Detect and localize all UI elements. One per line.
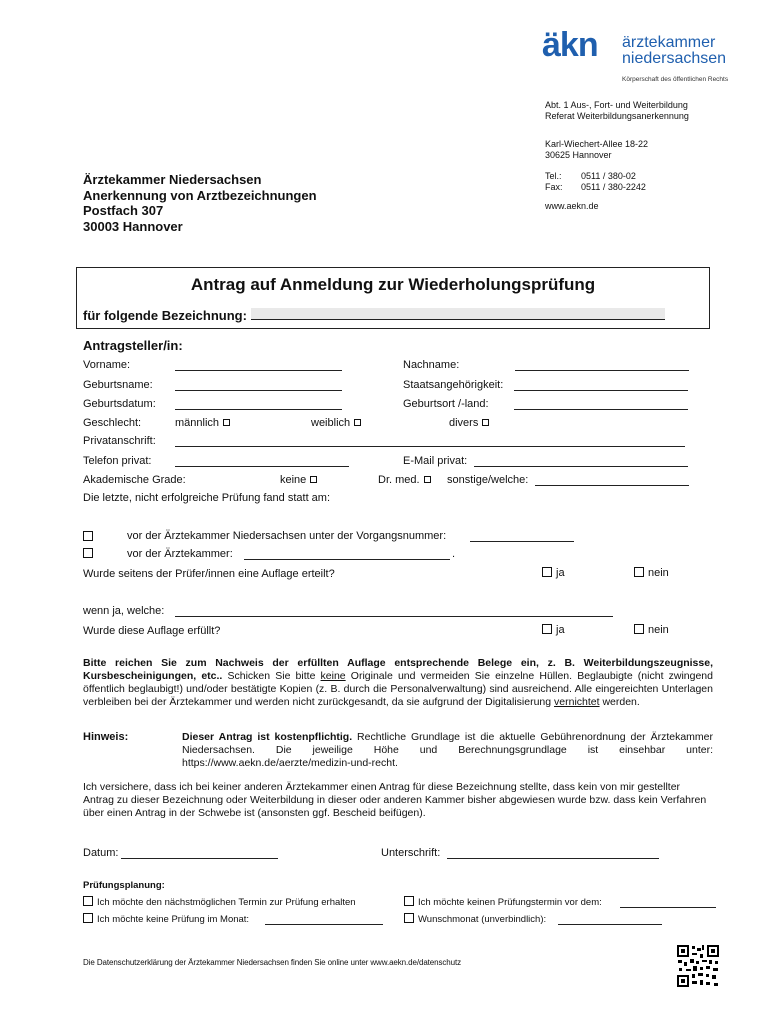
privatanschrift-field[interactable] — [175, 435, 685, 447]
planning-opt2-checkbox[interactable] — [404, 896, 414, 906]
geburtsdatum-label: Geburtsdatum: — [83, 398, 156, 410]
auflage-nein-option[interactable] — [634, 567, 669, 579]
footer-privacy: Die Datenschutzerklärung der Ärztekammer Niedersachsen finden Sie online unter www.aekn.de/datenschutz — [83, 958, 462, 967]
opt-niedersachsen-label: vor der Ärztekammer Niedersachsen unter der Vorgangsnummer: — [127, 530, 447, 542]
welche-label: wenn ja, welche: — [83, 605, 165, 617]
sender-fax-value: 0511 / 380-2242 — [581, 182, 646, 192]
geburtsdatum-field[interactable] — [175, 398, 342, 410]
privatanschrift-label: Privatanschrift: — [83, 435, 156, 447]
planning-opt4[interactable] — [404, 913, 546, 925]
welche-field[interactable] — [175, 605, 613, 617]
geburtsname-label: Geburtsname: — [83, 379, 153, 391]
planning-opt1-checkbox[interactable] — [83, 896, 93, 906]
designation-label: für folgende Bezeichnung: — [83, 308, 247, 323]
hinweis-label: Hinweis: — [83, 731, 129, 743]
datum-label: Datum: — [83, 847, 119, 859]
notice-text1: Schicken Sie bitte — [222, 670, 321, 682]
auflage-nein-checkbox[interactable] — [634, 567, 644, 577]
maennlich-label: männlich — [175, 417, 220, 429]
email-label: E-Mail privat: — [403, 455, 468, 467]
title-box — [76, 267, 710, 329]
sender-dept-line2: Referat Weiterbildungsanerkennung — [545, 111, 689, 121]
erfuellt-nein-checkbox[interactable] — [634, 624, 644, 634]
auflage-ja-option[interactable] — [542, 567, 565, 579]
staatsangehoerigkeit-label: Staatsangehörigkeit: — [403, 379, 504, 391]
notice-text3: werden. — [599, 696, 640, 708]
notice-vernichtet: vernichtet — [554, 696, 600, 708]
address-line1: Ärztekammer Niedersachsen — [83, 172, 262, 187]
other-chamber-field[interactable] — [244, 548, 450, 560]
divers-label: divers — [449, 417, 479, 429]
notice-bold: Bitte reichen Sie zum Nachweis der erfüllten Auflage entsprechende Belege ein, z. B. Weiterbildungszeugnisse, Kursbescheinigungen, etc.. — [83, 657, 713, 682]
erfuellt-nein-option[interactable] — [634, 624, 669, 636]
sender-tel-value: 0511 / 380-02 — [581, 171, 636, 181]
planning-opt3-checkbox[interactable] — [83, 913, 93, 923]
sender-tel-label: Tel.: — [545, 171, 562, 181]
email-field[interactable] — [474, 455, 688, 467]
address-line4: 30003 Hannover — [83, 218, 183, 234]
maennlich-option[interactable] — [175, 417, 230, 429]
address-line3: Postfach 307 — [83, 203, 164, 218]
last-exam-label: Die letzte, nicht erfolgreiche Prüfung fand statt am: — [83, 492, 331, 504]
planning-opt4-checkbox[interactable] — [404, 913, 414, 923]
telefon-field[interactable] — [175, 455, 349, 467]
erfuellt-nein-label: nein — [648, 624, 669, 636]
sender-street: Karl-Wiechert-Allee 18-22 — [545, 139, 649, 149]
sonstige-field[interactable] — [535, 474, 689, 486]
hinweis-bold: Dieser Antrag ist kostenpflichtig. — [182, 731, 353, 743]
planning-opt2[interactable] — [404, 896, 602, 908]
planning-opt2-field[interactable] — [620, 896, 716, 908]
vorgangsnummer-field[interactable] — [470, 530, 574, 542]
logo-name-line2: niedersachsen — [622, 50, 727, 67]
designation-field[interactable] — [251, 308, 665, 320]
nachname-label: Nachname: — [403, 359, 460, 371]
planning-opt1[interactable] — [83, 896, 356, 908]
erfuellt-ja-label: ja — [556, 624, 565, 636]
opt-niedersachsen-checkbox[interactable] — [83, 531, 93, 541]
unterschrift-field[interactable] — [447, 847, 659, 859]
hinweis-body: Rechtliche Grundlage ist die aktuelle Gebührenordnung der Ärztekammer Niedersachsen. Die jeweilige Höhe und Berechnungsgrundlage ist einsehbar unter: https://www.aekn.de/aerzte/medizin-und-recht. — [182, 731, 714, 769]
notice-keine: keine — [320, 670, 346, 682]
logo-mark: äkn — [542, 26, 598, 64]
keine-option[interactable] — [280, 474, 317, 486]
logo — [542, 26, 742, 92]
declaration-paragraph: Ich versichere, dass ich bei keiner anderen Ärztekammer einen Antrag für diese Bezeichnung stellte, dass kein von mir gestellter Antrag zu dieser Bezeichnung oder Weiterbildung in dieser oder anderen Kammer bisher abgewiesen wurde bzw. dass kein Verfahren über einen Antrag in der Schwebe ist (ansonsten ggf. Bescheid beifügen). — [83, 781, 707, 819]
notice-paragraph — [83, 657, 713, 709]
weiblich-label: weiblich — [311, 417, 351, 429]
nachname-field[interactable] — [515, 359, 689, 371]
geburtsname-field[interactable] — [175, 379, 342, 391]
auflage-nein-label: nein — [648, 567, 669, 579]
geburtsort-field[interactable] — [514, 398, 688, 410]
unterschrift-label: Unterschrift: — [381, 847, 441, 859]
opt-other-chamber-checkbox[interactable] — [83, 548, 93, 558]
hinweis-text — [182, 731, 713, 770]
address-line2: Anerkennung von Arztbezeichnungen — [83, 187, 317, 203]
page-title: Antrag auf Anmeldung zur Wiederholungsprüfung — [190, 275, 596, 294]
planning-heading: Prüfungsplanung: — [83, 880, 165, 891]
sender-city: 30625 Hannover — [545, 150, 612, 160]
divers-option[interactable] — [449, 417, 489, 429]
erfuellt-ja-checkbox[interactable] — [542, 624, 552, 634]
grade-label: Akademische Grade: — [83, 474, 186, 486]
maennlich-checkbox[interactable] — [223, 419, 230, 426]
vorname-label: Vorname: — [83, 359, 131, 371]
staatsangehoerigkeit-field[interactable] — [514, 379, 688, 391]
planning-opt3-label: Ich möchte keine Prüfung im Monat: — [97, 914, 250, 925]
planning-opt2-label: Ich möchte keinen Prüfungstermin vor dem: — [418, 897, 602, 908]
other-chamber-end: . — [452, 548, 456, 560]
notice-text2: Originale und vermeiden Sie einzelne Hüllen. Beglaubigte (nicht zwingend öffentlich beglaubigt!) und/oder bestätigte Kopien (z. B. durch die Personalverwaltung) sind ausreichend. Alle eingereichten Unterlagen verbleiben bei der Ärztekammer und werden nicht zurückgesandt, da sie aufgrund der Digitalisierung — [83, 670, 713, 708]
divers-checkbox[interactable] — [482, 419, 489, 426]
keine-label: keine — [280, 474, 307, 486]
auflage-ja-label: ja — [556, 567, 565, 579]
planning-opt4-label: Wunschmonat (unverbindlich): — [418, 914, 547, 925]
sonstige-label: sonstige/welche: — [447, 474, 529, 486]
auflage-question: Wurde seitens der Prüfer/innen eine Auflage erteilt? — [83, 568, 335, 580]
drmed-checkbox[interactable] — [424, 476, 431, 483]
geschlecht-label: Geschlecht: — [83, 417, 142, 429]
auflage-ja-checkbox[interactable] — [542, 567, 552, 577]
planning-opt3[interactable] — [83, 913, 249, 925]
applicant-heading: Antragsteller/in: — [83, 338, 183, 353]
telefon-label: Telefon privat: — [83, 455, 152, 467]
planning-opt1-label: Ich möchte den nächstmöglichen Termin zur Prüfung erhalten — [97, 897, 356, 908]
qr-code — [676, 944, 720, 988]
vorname-field[interactable] — [175, 359, 342, 371]
weiblich-option[interactable] — [311, 417, 361, 429]
drmed-option[interactable] — [378, 474, 431, 486]
logo-tagline: Körperschaft des öffentlichen Rechts — [622, 76, 729, 83]
recipient-address — [83, 172, 317, 234]
keine-checkbox[interactable] — [310, 476, 317, 483]
drmed-label: Dr. med. — [378, 474, 420, 486]
geburtsort-label: Geburtsort /-land: — [403, 398, 489, 410]
sender-dept-line1: Abt. 1 Aus-, Fort- und Weiterbildung — [545, 100, 688, 110]
sender-fax-label: Fax: — [545, 182, 563, 192]
qr-code-icon — [676, 944, 720, 988]
datum-field[interactable] — [121, 847, 278, 859]
sender-web: www.aekn.de — [545, 201, 599, 211]
planning-opt3-field[interactable] — [265, 913, 383, 925]
opt-other-chamber-label: vor der Ärztekammer: — [127, 548, 233, 560]
logo-name-line1: ärztekammer — [622, 34, 716, 51]
sender-info — [545, 100, 745, 212]
planning-opt4-field[interactable] — [558, 913, 662, 925]
weiblich-checkbox[interactable] — [354, 419, 361, 426]
erfuellt-question: Wurde diese Auflage erfüllt? — [83, 625, 221, 637]
erfuellt-ja-option[interactable] — [542, 624, 565, 636]
